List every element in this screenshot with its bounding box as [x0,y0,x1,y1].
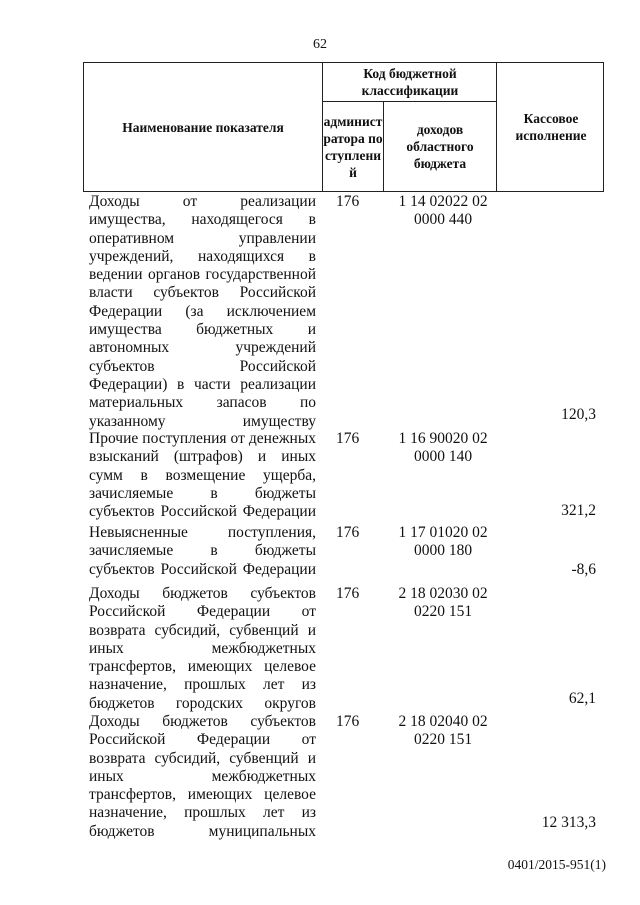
row-amount: 62,1 [568,690,596,707]
row-name: Доходы бюджетов субъектов Российской Федерации от возврата субсидий, субвенций и иных межбюджетных трансфертов, имеющих целевое назначение, прошлых лет из бюджетов городских округов [89,585,316,712]
page-number: 62 [313,37,327,52]
header-code-group: Код бюджетной классификации [361,66,459,98]
table-row [89,713,604,841]
header-admin-column: администратора поступлений [323,113,383,180]
table-row [89,430,604,522]
row-amount: -8,6 [571,561,596,578]
row-income-code: 1 14 02022 02 0000 440 [398,193,488,229]
row-amount: 120,3 [561,406,596,423]
row-admin-code: 176 [336,193,360,210]
document-footer-code: 0401/2015-951(1) [507,857,606,872]
header-amount-column: Кассовое исполнение [515,111,587,143]
row-income-code: 2 18 02040 02 0220 151 [398,713,488,749]
row-admin-code: 176 [336,430,360,447]
row-amount: 321,2 [561,502,596,519]
row-admin-code: 176 [336,524,360,541]
table-row [89,193,604,428]
header-name-column: Наименование показателя [122,119,284,135]
row-amount: 12 313,3 [541,814,596,831]
table-header [83,62,604,192]
row-name: Невыясненные поступления, зачисляемые в бюджеты субъектов Российской Федерации [89,524,316,578]
header-income-column: доходов областного бюджета [406,122,474,171]
table-row [89,585,604,710]
row-name: Доходы бюджетов субъектов Российской Федерации от возврата субсидий, субвенций и иных межбюджетных трансфертов, имеющих целевое назначение, прошлых лет из бюджетов муниципальных [89,713,316,840]
row-name: Доходы от реализации имущества, находящегося в оперативном управлении учреждений, находящихся в ведении органов государственной власти субъектов Российской Федерации (за исключением имущества бюджетных и автономных учреждений субъектов Российской Федерации) в части реализации материальных запасов по указанному имуществу [89,193,316,430]
row-income-code: 2 18 02030 02 0220 151 [398,585,488,621]
row-income-code: 1 17 01020 02 0000 180 [398,524,488,560]
row-name: Прочие поступления от денежных взысканий (штрафов) и иных сумм в возмещение ущерба, зачисляемые в бюджеты субъектов Российской Федерации [89,430,316,521]
row-income-code: 1 16 90020 02 0000 140 [398,430,488,466]
table-row [89,524,604,580]
row-admin-code: 176 [336,585,360,602]
row-admin-code: 176 [336,713,360,730]
